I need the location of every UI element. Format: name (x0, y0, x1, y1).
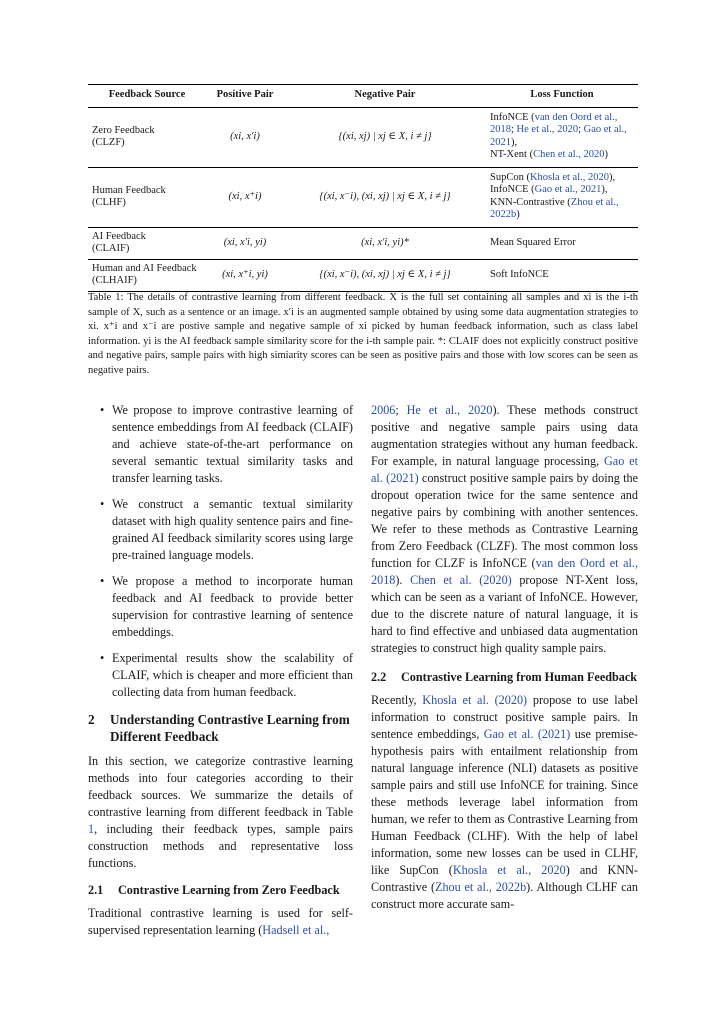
list-item (88, 402, 353, 487)
negative-pair-formula: {(xi, x⁻i), (xi, xj) | xj ∈ X, i ≠ j} (319, 190, 451, 202)
para-text: , including their feedback types, sample pairs construction methods and representative loss functions. (88, 822, 353, 870)
negative-pair-cell (284, 107, 486, 167)
feedback-table (88, 84, 638, 292)
bullet-icon: • (100, 497, 105, 511)
source-abbrev: (CLZF) (92, 137, 125, 148)
citation-link[interactable]: He et al., 2020 (406, 403, 493, 417)
subsection-title: Contrastive Learning from Human Feedback (401, 670, 638, 684)
citation-link[interactable]: Zhou et al., 2022b (490, 196, 619, 220)
para-text: Traditional contrastive learning is used for self-supervised representation learning ( (88, 906, 353, 937)
subsection-2-2-paragraph (371, 692, 638, 913)
citation-link[interactable]: Gao et al., 2021 (534, 184, 602, 195)
citation-link[interactable]: Khosla et al., 2020 (529, 171, 609, 183)
section-number: 2 (88, 712, 95, 727)
citation-link[interactable]: Gao et al., 2021 (490, 124, 627, 148)
citation-link[interactable]: 2006 (371, 403, 396, 417)
source-abbrev: (CLHF) (92, 197, 126, 208)
negative-pair-formula: {(xi, xj) | xj ∈ X, i ≠ j} (338, 130, 432, 142)
loss-text: ), KNN-Contrastive ( (490, 184, 608, 208)
para-text: use premise-hypothesis pairs with entailment relationship from natural language inference (NLI) datasets as positive sample pairs and still use InfoNCE for training. Since these methods leverage label information from human, we refer to them as Contrastive Learning from Human Feedback (CLHF). With the help of label information, some new losses can be used in CLHF, like SupCon ( (371, 727, 638, 877)
header-negative-pair: Negative Pair (354, 89, 416, 100)
subsection-number: 2.1 (88, 883, 104, 897)
para-text: construct positive sample pairs by doing the dropout operation twice for the same sentence and negative pairs by combining with another sentences. We refer to these methods as Contrastive Learning from Zero Feedback (CLZF). The most common loss function for CLZF is InfoNCE ( (371, 471, 638, 570)
subsection-title: Contrastive Learning from Zero Feedback (118, 883, 340, 897)
para-text: ). Although CLHF can construct more accurate sam- (371, 880, 638, 911)
section-2-paragraph (88, 753, 353, 872)
subsection-2-1-paragraph (88, 905, 353, 939)
loss-text: ; (578, 124, 584, 135)
feedback-source-cell (88, 167, 206, 227)
list-item (88, 573, 353, 641)
loss-text: SupCon ( (490, 171, 530, 183)
source-name: Human and AI Feedback (92, 262, 197, 274)
citation-link[interactable]: Zhou et al., 2022b (435, 880, 527, 894)
citation-link[interactable]: Gao et al. (2021) (483, 727, 571, 741)
header-feedback-source: Feedback Source (108, 89, 186, 100)
positive-pair-formula: (xi, x′i, yi) (223, 236, 267, 248)
loss-text: ; (511, 124, 517, 135)
citation-link[interactable]: Chen et al., 2020 (533, 149, 605, 160)
citation-link[interactable]: Gao et al. (2021) (371, 454, 638, 485)
positive-pair-formula: (xi, x⁺i) (228, 190, 262, 202)
citation-link[interactable]: van den Oord et al., 2018 (490, 111, 618, 135)
loss-text: Mean Squared Error (490, 236, 576, 248)
loss-text: ), InfoNCE ( (490, 171, 616, 195)
para-text: propose NT-Xent loss, which can be seen as a variant of InfoNCE. However, due to the discrete nature of natural language, it is hard to find effective and unbiased data augmentation strategies to construct high quality sample pairs. (371, 573, 638, 655)
citation-link[interactable]: Khosla et al. (2020) (422, 693, 528, 707)
table-row (88, 259, 638, 291)
table-ref-link[interactable]: 1 (88, 822, 95, 836)
source-abbrev: (CLHAIF) (92, 275, 137, 286)
bullet-text: We propose a method to incorporate human feedback and AI feedback to provide better supervision for contrastive learning of sentence embeddings. (112, 574, 353, 639)
list-item (88, 496, 353, 564)
loss-text: ), (511, 136, 518, 148)
para-text: In this section, we categorize contrastive learning methods into four categories according to their feedback sources. We summarize the details of contrastive learning from different feedback in Table (88, 754, 353, 819)
positive-pair-formula: (xi, x′i) (230, 130, 260, 142)
citation-link[interactable]: van den Oord et al., 2018 (371, 556, 638, 587)
loss-text: InfoNCE ( (490, 111, 535, 123)
contribution-list (88, 402, 353, 701)
left-column (88, 402, 353, 939)
subsection-number: 2.2 (371, 670, 387, 684)
table-row (88, 167, 638, 227)
positive-pair-formula: (xi, x⁺i, yi) (222, 268, 268, 280)
table-caption: Table 1: The details of contrastive learning from different feedback. X is the full set containing all samples and xi is the i-th sample of X, such as a sentence or an image. x′i is an augmented sample obtained by using some data augmentation strategies to xi. x⁺i and x⁻i are postive sample and negative sample of xi picked by human feedback information, such as class label information. yi is the AI feedback sample similarity score for the i-th sample pair. *: CLAIF does not explicitly construct positive and negative pairs, sample pairs with high simiarity scores can be seen as positive pairs and those with low scores can be seen as negative pairs. (88, 292, 638, 376)
loss-function-cell (486, 259, 638, 291)
bullet-icon: • (100, 574, 105, 588)
bullet-icon: • (100, 651, 105, 665)
citation-link[interactable]: Chen et al. (2020) (410, 573, 512, 587)
para-text: ). (395, 573, 411, 587)
negative-pair-formula: {(xi, x⁻i), (xi, xj) | xj ∈ X, i ≠ j} (319, 268, 451, 280)
subsection-2-1-heading (88, 882, 353, 899)
feedback-source-cell (88, 227, 206, 259)
negative-pair-cell (284, 259, 486, 291)
loss-function-cell (486, 107, 638, 167)
para-text: ) and KNN-Contrastive ( (371, 863, 638, 894)
feedback-source-cell (88, 107, 206, 167)
source-name: Zero Feedback (92, 124, 155, 136)
citation-link[interactable]: Khosla et al., 2020 (452, 863, 566, 877)
clzf-paragraph (371, 402, 638, 657)
bullet-text: We construct a semantic textual similarity dataset with high quality sentence pairs and fine-grained AI feedback similarity scores using large pre-trained language models. (112, 497, 353, 562)
positive-pair-cell (206, 107, 284, 167)
subsection-2-2-heading (371, 669, 638, 686)
table-row (88, 227, 638, 259)
feedback-source-cell (88, 259, 206, 291)
bullet-text: Experimental results show the scalability of CLAIF, which is cheaper and more efficient than collecting data from human feedback. (112, 651, 353, 699)
para-text: Recently, (371, 693, 423, 707)
right-column (371, 402, 638, 913)
list-item (88, 650, 353, 701)
citation-link[interactable]: He et al., 2020 (516, 124, 579, 135)
negative-pair-cell (284, 227, 486, 259)
source-name: AI Feedback (92, 230, 146, 242)
loss-function-cell (486, 227, 638, 259)
source-abbrev: (CLAIF) (92, 243, 130, 254)
loss-function-cell (486, 167, 638, 227)
table-row (88, 107, 638, 167)
loss-text: Soft InfoNCE (490, 268, 549, 280)
positive-pair-cell (206, 167, 284, 227)
source-name: Human Feedback (92, 184, 166, 196)
table-header-row (88, 85, 638, 108)
section-title: Understanding Contrastive Learning from Different Feedback (110, 712, 350, 744)
loss-text: ) (516, 209, 520, 220)
header-loss-function: Loss Function (530, 89, 594, 100)
loss-text: NT-Xent ( (490, 149, 534, 160)
para-text: ). These methods construct positive and negative sample pairs using data augmentation strategies without any human feedback. For example, in natural language processing, (371, 403, 638, 468)
para-text: ; (395, 403, 407, 417)
bullet-text: We propose to improve contrastive learning of sentence embeddings from AI feedback (CLAIF) and achieve state-of-the-art performance on several semantic textual similarity tasks and transfer learning tasks. (112, 403, 353, 485)
negative-pair-cell (284, 167, 486, 227)
bullet-icon: • (100, 403, 105, 417)
citation-link[interactable]: Hadsell et al., (262, 923, 330, 937)
positive-pair-cell (206, 227, 284, 259)
negative-pair-formula: (xi, x′i, yi)* (361, 236, 409, 248)
header-positive-pair: Positive Pair (216, 89, 274, 100)
section-2-heading (88, 711, 353, 745)
para-text: propose to use label information to construct positive sample pairs. In sentence embeddings, (371, 693, 638, 741)
positive-pair-cell (206, 259, 284, 291)
loss-text: ) (604, 149, 609, 160)
